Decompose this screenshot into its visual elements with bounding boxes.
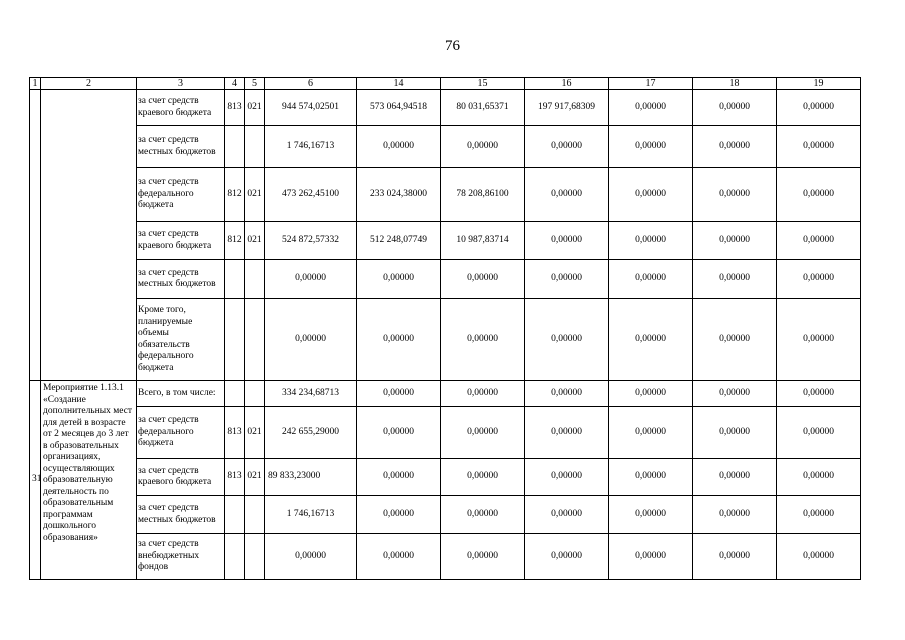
value-cell: 242 655,29000	[265, 407, 357, 459]
value-cell: 0,00000	[693, 299, 777, 381]
header-cell: 16	[525, 78, 609, 90]
budget-table	[29, 77, 861, 580]
value-cell: 0,00000	[525, 407, 609, 459]
value-cell: 334 234,68713	[265, 381, 357, 407]
code-cell: 813	[225, 459, 245, 496]
value-cell: 0,00000	[441, 459, 525, 496]
row-number-cell	[30, 90, 41, 381]
code-cell: 021	[245, 90, 265, 126]
value-cell: 0,00000	[609, 407, 693, 459]
code-cell	[245, 496, 265, 534]
code-cell	[225, 381, 245, 407]
value-cell: 0,00000	[777, 407, 861, 459]
value-cell: 0,00000	[609, 260, 693, 299]
header-cell: 15	[441, 78, 525, 90]
value-cell: 0,00000	[777, 222, 861, 260]
value-cell: 0,00000	[265, 534, 357, 580]
header-cell: 2	[41, 78, 137, 90]
table-row	[30, 222, 861, 260]
table-row	[30, 496, 861, 534]
value-cell: 0,00000	[777, 260, 861, 299]
value-cell: 0,00000	[777, 299, 861, 381]
value-cell: 80 031,65371	[441, 90, 525, 126]
value-cell: 0,00000	[693, 407, 777, 459]
value-cell: 0,00000	[525, 260, 609, 299]
value-cell: 0,00000	[525, 496, 609, 534]
value-cell: 0,00000	[357, 299, 441, 381]
value-cell: 573 064,94518	[357, 90, 441, 126]
value-cell: 0,00000	[609, 496, 693, 534]
value-cell: 0,00000	[609, 381, 693, 407]
value-cell: 0,00000	[525, 534, 609, 580]
funding-source: Всего, в том числе:	[137, 381, 225, 407]
value-cell: 0,00000	[777, 126, 861, 168]
value-cell: 0,00000	[525, 168, 609, 222]
value-cell: 0,00000	[357, 381, 441, 407]
value-cell: 0,00000	[777, 381, 861, 407]
funding-source: за счет средств федерального бюджета	[137, 168, 225, 222]
funding-source: за счет средств краевого бюджета	[137, 222, 225, 260]
code-cell: 021	[245, 222, 265, 260]
value-cell: 0,00000	[609, 459, 693, 496]
code-cell: 021	[245, 168, 265, 222]
code-cell: 812	[225, 222, 245, 260]
value-cell: 0,00000	[357, 407, 441, 459]
header-row	[30, 78, 861, 90]
header-cell: 1	[30, 78, 41, 90]
code-cell	[225, 496, 245, 534]
code-cell: 021	[245, 407, 265, 459]
value-cell: 524 872,57332	[265, 222, 357, 260]
value-cell: 0,00000	[265, 299, 357, 381]
header-cell: 18	[693, 78, 777, 90]
value-cell: 0,00000	[441, 260, 525, 299]
value-cell: 1 746,16713	[265, 126, 357, 168]
value-cell: 0,00000	[525, 381, 609, 407]
table-row	[30, 459, 861, 496]
value-cell: 0,00000	[693, 168, 777, 222]
funding-source: за счет средств местных бюджетов	[137, 260, 225, 299]
table-row	[30, 90, 861, 126]
value-cell: 0,00000	[693, 260, 777, 299]
value-cell: 0,00000	[693, 90, 777, 126]
value-cell: 0,00000	[609, 90, 693, 126]
header-cell: 6	[265, 78, 357, 90]
value-cell: 0,00000	[441, 534, 525, 580]
funding-source: за счет средств краевого бюджета	[137, 90, 225, 126]
value-cell: 0,00000	[609, 222, 693, 260]
value-cell: 10 987,83714	[441, 222, 525, 260]
value-cell: 0,00000	[357, 126, 441, 168]
value-cell: 0,00000	[777, 459, 861, 496]
funding-source: за счет средств местных бюджетов	[137, 126, 225, 168]
code-cell: 021	[245, 459, 265, 496]
code-cell	[225, 126, 245, 168]
value-cell: 944 574,02501	[265, 90, 357, 126]
value-cell: 0,00000	[357, 534, 441, 580]
value-cell: 512 248,07749	[357, 222, 441, 260]
funding-source: за счет средств федерального бюджета	[137, 407, 225, 459]
table-row	[30, 299, 861, 381]
table-row	[30, 168, 861, 222]
value-cell: 0,00000	[525, 459, 609, 496]
page-number: 76	[445, 38, 460, 54]
funding-source: за счет средств краевого бюджета	[137, 459, 225, 496]
header-cell: 19	[777, 78, 861, 90]
code-cell: 813	[225, 407, 245, 459]
value-cell: 0,00000	[777, 534, 861, 580]
value-cell: 89 833,23000	[265, 459, 357, 496]
header-cell: 3	[137, 78, 225, 90]
value-cell: 0,00000	[609, 299, 693, 381]
code-cell	[245, 126, 265, 168]
value-cell: 0,00000	[693, 126, 777, 168]
table-row	[30, 407, 861, 459]
row-number-cell: 31	[30, 381, 41, 580]
header-cell: 5	[245, 78, 265, 90]
code-cell	[225, 534, 245, 580]
value-cell: 473 262,45100	[265, 168, 357, 222]
funding-source: за счет средств местных бюджетов	[137, 496, 225, 534]
value-cell: 0,00000	[441, 126, 525, 168]
value-cell: 78 208,86100	[441, 168, 525, 222]
table-row	[30, 126, 861, 168]
value-cell: 0,00000	[693, 534, 777, 580]
value-cell: 0,00000	[265, 260, 357, 299]
table-row	[30, 260, 861, 299]
value-cell: 1 746,16713	[265, 496, 357, 534]
value-cell: 0,00000	[693, 381, 777, 407]
event-cell	[41, 90, 137, 381]
value-cell: 0,00000	[609, 534, 693, 580]
value-cell: 0,00000	[693, 496, 777, 534]
header-cell: 14	[357, 78, 441, 90]
value-cell: 0,00000	[609, 126, 693, 168]
value-cell: 0,00000	[441, 381, 525, 407]
value-cell: 0,00000	[525, 299, 609, 381]
funding-source: за счет средств внебюджетных фондов	[137, 534, 225, 580]
code-cell	[245, 299, 265, 381]
value-cell: 0,00000	[693, 459, 777, 496]
value-cell: 0,00000	[777, 168, 861, 222]
code-cell: 813	[225, 90, 245, 126]
value-cell: 0,00000	[357, 260, 441, 299]
value-cell: 0,00000	[609, 168, 693, 222]
code-cell	[225, 299, 245, 381]
header-cell: 4	[225, 78, 245, 90]
funding-source: Кроме того, планируемые объемы обязательств федерального бюджета	[137, 299, 225, 381]
value-cell: 0,00000	[525, 126, 609, 168]
value-cell: 0,00000	[441, 496, 525, 534]
value-cell: 0,00000	[777, 90, 861, 126]
code-cell	[225, 260, 245, 299]
value-cell: 0,00000	[777, 496, 861, 534]
value-cell: 0,00000	[441, 299, 525, 381]
header-cell: 17	[609, 78, 693, 90]
event-description: Мероприятие 1.13.1 «Создание дополнительных мест для детей в возрасте от 2 месяцев до 3 лет в образовательных организациях, осуществляющих образовательную деятельность по образовательным программам дошкольного образования»	[41, 381, 137, 580]
value-cell: 0,00000	[441, 407, 525, 459]
table-row	[30, 534, 861, 580]
value-cell: 0,00000	[693, 222, 777, 260]
value-cell: 0,00000	[357, 459, 441, 496]
value-cell: 233 024,38000	[357, 168, 441, 222]
code-cell	[245, 260, 265, 299]
value-cell: 0,00000	[357, 496, 441, 534]
code-cell	[245, 381, 265, 407]
code-cell	[245, 534, 265, 580]
value-cell: 0,00000	[525, 222, 609, 260]
table-row	[30, 381, 861, 407]
code-cell: 812	[225, 168, 245, 222]
value-cell: 197 917,68309	[525, 90, 609, 126]
